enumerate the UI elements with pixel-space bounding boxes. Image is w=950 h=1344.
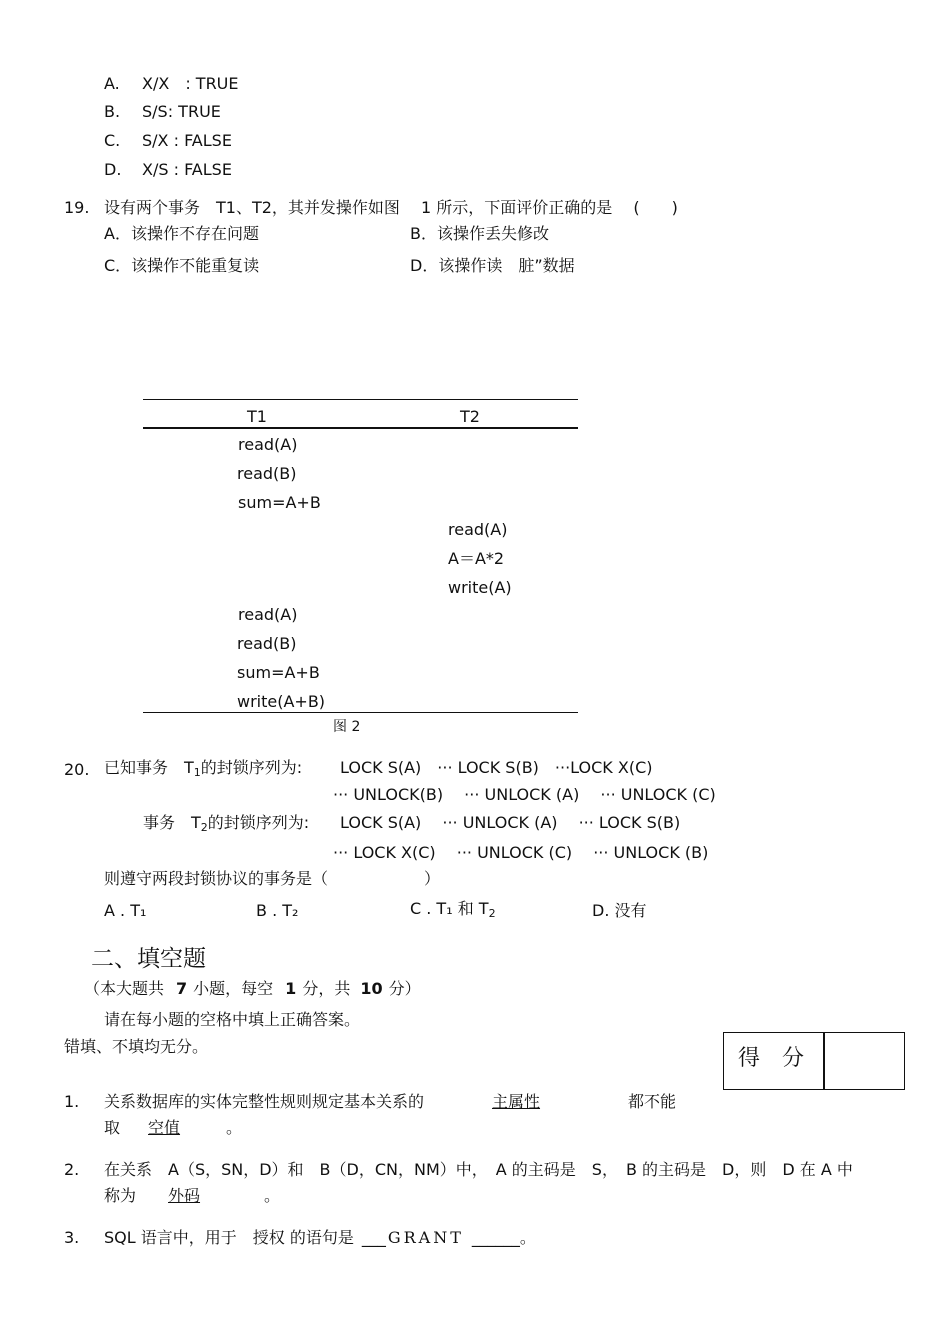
q18-option-c-text: S/X : FALSE bbox=[142, 131, 232, 150]
table-bottom-rule bbox=[143, 712, 578, 713]
q20-t1-label: 已知事务 $T_1$的封锁序列为: bbox=[104, 758, 303, 779]
fill-q2-number: 2. bbox=[64, 1160, 80, 1179]
q19-option-b: B．该操作丢失修改 bbox=[410, 224, 549, 243]
fill-q1-line1: 关系数据库的实体完整性规则规定基本关系的 主属性 都不能 bbox=[104, 1092, 677, 1111]
section-instruction-2: 错填、不填均无分。 bbox=[64, 1037, 209, 1056]
t1-op: read(A) bbox=[238, 605, 298, 624]
q20-option-c: C . T₁ 和 $T_2$ bbox=[410, 899, 496, 920]
fill-q2-answer: 外码 bbox=[168, 1186, 201, 1205]
score-box-divider bbox=[823, 1033, 825, 1089]
fill-q1-answer-1: 主属性 bbox=[492, 1092, 541, 1111]
q18-option-a-letter: A. bbox=[104, 74, 120, 93]
q20-t1-sequence-1: LOCK S(A) ··· LOCK S(B) ···LOCK X(C) bbox=[340, 758, 653, 777]
score-label: 得 分 bbox=[738, 1046, 805, 1071]
figure-caption: 图 2 bbox=[333, 719, 361, 735]
fill-q3-answer: GRANT bbox=[387, 1228, 464, 1247]
q20-option-a: A . T₁ bbox=[104, 901, 147, 920]
q19-number: 19. bbox=[64, 198, 90, 217]
q18-option-c-letter: C. bbox=[104, 131, 121, 150]
fill-q2-line2: 称为 外码 。 bbox=[104, 1186, 281, 1205]
fill-q3-line: SQL 语言中，用于 授权 的语句是 ___ GRANT ______。 bbox=[104, 1228, 536, 1247]
t2-op: write(A) bbox=[448, 578, 512, 597]
q20-t2-sequence-1: LOCK S(A) ··· UNLOCK (A) ··· LOCK S(B) bbox=[340, 813, 681, 832]
fill-q1-number: 1. bbox=[64, 1092, 80, 1111]
table-top-rule bbox=[143, 399, 578, 400]
t1-op: read(B) bbox=[237, 634, 297, 653]
q20-t2-sequence-2: ··· LOCK X(C) ··· UNLOCK (C) ··· UNLOCK (B) bbox=[333, 843, 709, 862]
t2-op: A＝A*2 bbox=[448, 549, 505, 568]
t1-op: sum=A+B bbox=[238, 493, 321, 512]
q19-option-d: D．该操作读 脏”数据 bbox=[410, 256, 575, 275]
q20-option-d: D. 没有 bbox=[592, 901, 647, 920]
q20-option-b: B . T₂ bbox=[256, 901, 299, 920]
q18-option-b-text: S/S: TRUE bbox=[142, 102, 221, 121]
q19-option-a: A．该操作不存在问题 bbox=[104, 224, 259, 243]
fill-q2-line1: 在关系 A（S，SN，D）和 B（D，CN，NM）中， A 的主码是 S， B 的主码是 D，则 D 在 A 中 bbox=[104, 1160, 853, 1179]
q20-question: 则遵守两段封锁协议的事务是（ ） bbox=[104, 869, 441, 888]
fill-q3-number: 3. bbox=[64, 1228, 80, 1247]
t1-op: sum=A+B bbox=[237, 663, 320, 682]
section-instruction-1: 请在每小题的空格中填上正确答案。 bbox=[104, 1010, 361, 1029]
q20-t2-label: 事务 $T_2$的封锁序列为: bbox=[143, 813, 310, 834]
table-header-t1: T1 bbox=[247, 407, 267, 426]
q18-option-a-text: X/X : TRUE bbox=[142, 74, 239, 93]
t1-op: read(B) bbox=[237, 464, 297, 483]
fill-q1-answer-2: 空值 bbox=[148, 1118, 181, 1137]
t1-op: write(A+B) bbox=[237, 692, 326, 711]
section-title: 二、填空题 bbox=[91, 946, 206, 972]
q18-option-b-letter: B. bbox=[104, 102, 121, 121]
table-header-rule bbox=[143, 427, 578, 429]
q20-t1-sequence-2: ··· UNLOCK(B) ··· UNLOCK (A) ··· UNLOCK (C) bbox=[333, 785, 716, 804]
q18-option-d-letter: D. bbox=[104, 160, 122, 179]
score-box bbox=[723, 1032, 905, 1090]
q20-number: 20. bbox=[64, 760, 90, 779]
table-header-t2: T2 bbox=[460, 407, 480, 426]
q18-option-d-text: X/S : FALSE bbox=[142, 160, 232, 179]
t2-op: read(A) bbox=[448, 520, 508, 539]
t1-op: read(A) bbox=[238, 435, 298, 454]
fill-q1-line2: 取 空值 。 bbox=[104, 1118, 243, 1137]
q19-stem: 设有两个事务 T1、T2，其并发操作如图 1 所示，下面评价正确的是 ( ) bbox=[104, 198, 678, 217]
q19-option-c: C．该操作不能重复读 bbox=[104, 256, 260, 275]
section-note: （本大题共 7 小题，每空 1 分，共 10 分） bbox=[84, 979, 421, 998]
